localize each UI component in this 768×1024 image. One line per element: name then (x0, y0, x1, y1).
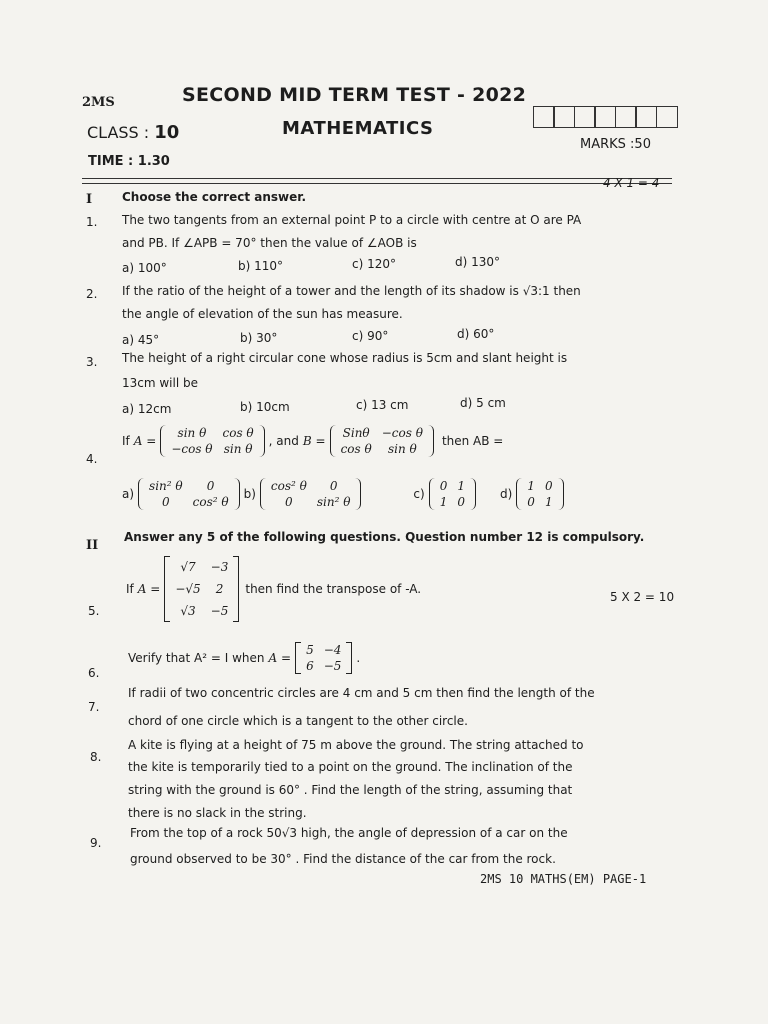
q5-a-cell: −3 (210, 560, 229, 574)
q4-a-equals: A = (133, 434, 157, 448)
matrix-cell: cos² θ (270, 479, 307, 493)
matrix-cell: 1 (527, 479, 535, 493)
matrix-cell: 1 (439, 495, 448, 509)
q3-option-a: a) 12cm (122, 402, 172, 416)
q4-number: 4. (86, 452, 98, 466)
matrix-cell: 0 (285, 495, 293, 509)
section-1-number: I (86, 192, 93, 207)
q6-a-cell: −5 (323, 659, 342, 673)
header-divider (82, 178, 672, 179)
q5-text: then find the transpose of -A. (245, 582, 422, 596)
q2-number: 2. (86, 287, 98, 301)
q2-option-d: d) 60° (457, 327, 495, 341)
section-2-number: II (86, 538, 99, 553)
q2-line1: If the ratio of the height of a tower and the length of its shadow is √3:1 then (122, 284, 581, 298)
register-number-boxes (534, 106, 678, 128)
q4-a-cell: −cos θ (171, 442, 213, 456)
q3-option-c: c) 13 cm (356, 398, 409, 412)
q6-number: 6. (88, 666, 100, 680)
q3-option-d: d) 5 cm (460, 396, 506, 410)
q5-if: If (126, 582, 134, 596)
q4-b-cell: cos θ (340, 442, 372, 456)
q8-line2: the kite is temporarily tied to a point on the ground. The inclination of the (128, 760, 573, 774)
exam-title: SECOND MID TERM TEST - 2022 (182, 84, 527, 106)
q4-b-cell: sin θ (387, 442, 417, 456)
class-label: CLASS : (87, 123, 150, 142)
q9-number: 9. (90, 836, 102, 850)
q8-line1: A kite is flying at a height of 75 m above the ground. The string attached to (128, 738, 584, 752)
q4-statement (122, 425, 503, 457)
q1-line2: and PB. If ∠APB = 70° then the value of ∠AOB is (122, 236, 417, 250)
q6-end: . (356, 651, 361, 665)
q6-matrix-a (295, 642, 352, 674)
q8-line3: string with the ground is 60° . Find the length of the string, assuming that (128, 783, 573, 797)
q6-a-equals: A = (268, 651, 292, 665)
section-1-title: Choose the correct answer. (122, 190, 307, 204)
q3-line2: 13cm will be (122, 376, 199, 390)
total-marks: MARKS :50 (580, 137, 651, 152)
q4-matrix-a (160, 425, 264, 457)
q4-option-d-matrix (516, 478, 563, 510)
q9-line2: ground observed to be 30° . Find the distance of the car from the rock. (130, 852, 556, 866)
matrix-cell: 0 (544, 479, 553, 493)
q4-option-c-label: c) (413, 487, 425, 501)
q1-number: 1. (86, 215, 98, 229)
section-1-marks: 4 X 1 = 4 (603, 176, 660, 190)
q4-options (122, 478, 564, 510)
q2-option-b: b) 30° (240, 331, 278, 345)
q6-a-cell: −4 (323, 643, 342, 657)
q5-a-cell: √3 (180, 604, 196, 618)
q1-option-a: a) 100° (122, 261, 167, 275)
header-divider-2 (82, 183, 672, 184)
q2-option-c: c) 90° (352, 329, 389, 343)
class-info (87, 122, 179, 143)
matrix-cell: 0 (329, 479, 338, 493)
section-2-marks: 5 X 2 = 10 (610, 590, 675, 604)
q5-statement (126, 556, 421, 622)
q3-option-b: b) 10cm (240, 400, 290, 414)
q4-option-a-matrix (138, 478, 240, 510)
q4-then: then AB = (441, 434, 504, 448)
q4-option-b-label: b) (243, 487, 256, 501)
q4-option-c-matrix (429, 478, 476, 510)
q4-and: , and (268, 434, 299, 448)
q4-option-b-matrix (260, 478, 362, 510)
q5-a-cell: √7 (180, 560, 196, 574)
q6-a-cell: 6 (306, 659, 314, 673)
time-allowed: TIME : 1.30 (88, 154, 170, 169)
q9-line1: From the top of a rock 50√3 high, the angle of depression of a car on the (130, 826, 568, 840)
q5-a-cell: 2 (215, 582, 224, 596)
q1-option-b: b) 110° (238, 259, 284, 273)
matrix-cell: 1 (544, 495, 553, 509)
q3-number: 3. (86, 355, 98, 369)
q1-option-d: d) 130° (455, 255, 501, 269)
section-2-title: Answer any 5 of the following questions. Question number 12 is compulsory. (124, 530, 645, 544)
q4-b-cell: −cos θ (381, 426, 423, 440)
q4-if: If (122, 434, 130, 448)
matrix-cell: 0 (527, 495, 535, 509)
matrix-cell: 1 (457, 479, 465, 493)
q4-b-equals: B = (302, 434, 326, 448)
q4-a-cell: sin θ (177, 426, 207, 440)
q1-line1: The two tangents from an external point P to a circle with centre at O are PA (122, 213, 582, 227)
q2-option-a: a) 45° (122, 333, 160, 347)
q3-line1: The height of a right circular cone whose radius is 5cm and slant height is (122, 351, 568, 365)
q6-text: Verify that A² = I when (128, 651, 265, 665)
matrix-cell: cos² θ (192, 495, 229, 509)
page-footer: 2MS 10 MATHS(EM) PAGE-1 (480, 872, 647, 886)
q6-statement (128, 642, 360, 674)
q7-line2: chord of one circle which is a tangent to the other circle. (128, 714, 468, 728)
matrix-cell: sin² θ (316, 495, 351, 509)
q4-option-a-label: a) (122, 487, 135, 501)
q4-option-d-label: d) (499, 487, 513, 501)
q5-a-cell: −5 (210, 604, 229, 618)
q2-line2: the angle of elevation of the sun has measure. (122, 307, 403, 321)
q5-a-cell: −√5 (175, 582, 201, 596)
subject-title: MATHEMATICS (282, 118, 434, 139)
matrix-cell: 0 (439, 479, 448, 493)
matrix-cell: 0 (206, 479, 215, 493)
matrix-cell: 0 (162, 495, 170, 509)
q8-number: 8. (90, 750, 102, 764)
q4-a-cell: cos θ (222, 426, 254, 440)
q1-option-c: c) 120° (352, 257, 396, 271)
q8-line4: there is no slack in the string. (128, 806, 307, 820)
q4-matrix-b (330, 425, 434, 457)
q5-a-equals: A = (137, 582, 161, 596)
matrix-cell: 0 (457, 495, 465, 509)
q5-matrix-a (164, 556, 239, 622)
q4-a-cell: sin θ (223, 442, 253, 456)
paper-code: 2MS (82, 95, 115, 110)
matrix-cell: sin² θ (149, 479, 183, 493)
class-value: 10 (154, 122, 180, 143)
q6-a-cell: 5 (306, 643, 314, 657)
q7-line1: If radii of two concentric circles are 4 cm and 5 cm then find the length of the (128, 686, 595, 700)
q7-number: 7. (88, 700, 100, 714)
q4-b-cell: Sinθ (342, 426, 370, 440)
q5-number: 5. (88, 604, 100, 618)
